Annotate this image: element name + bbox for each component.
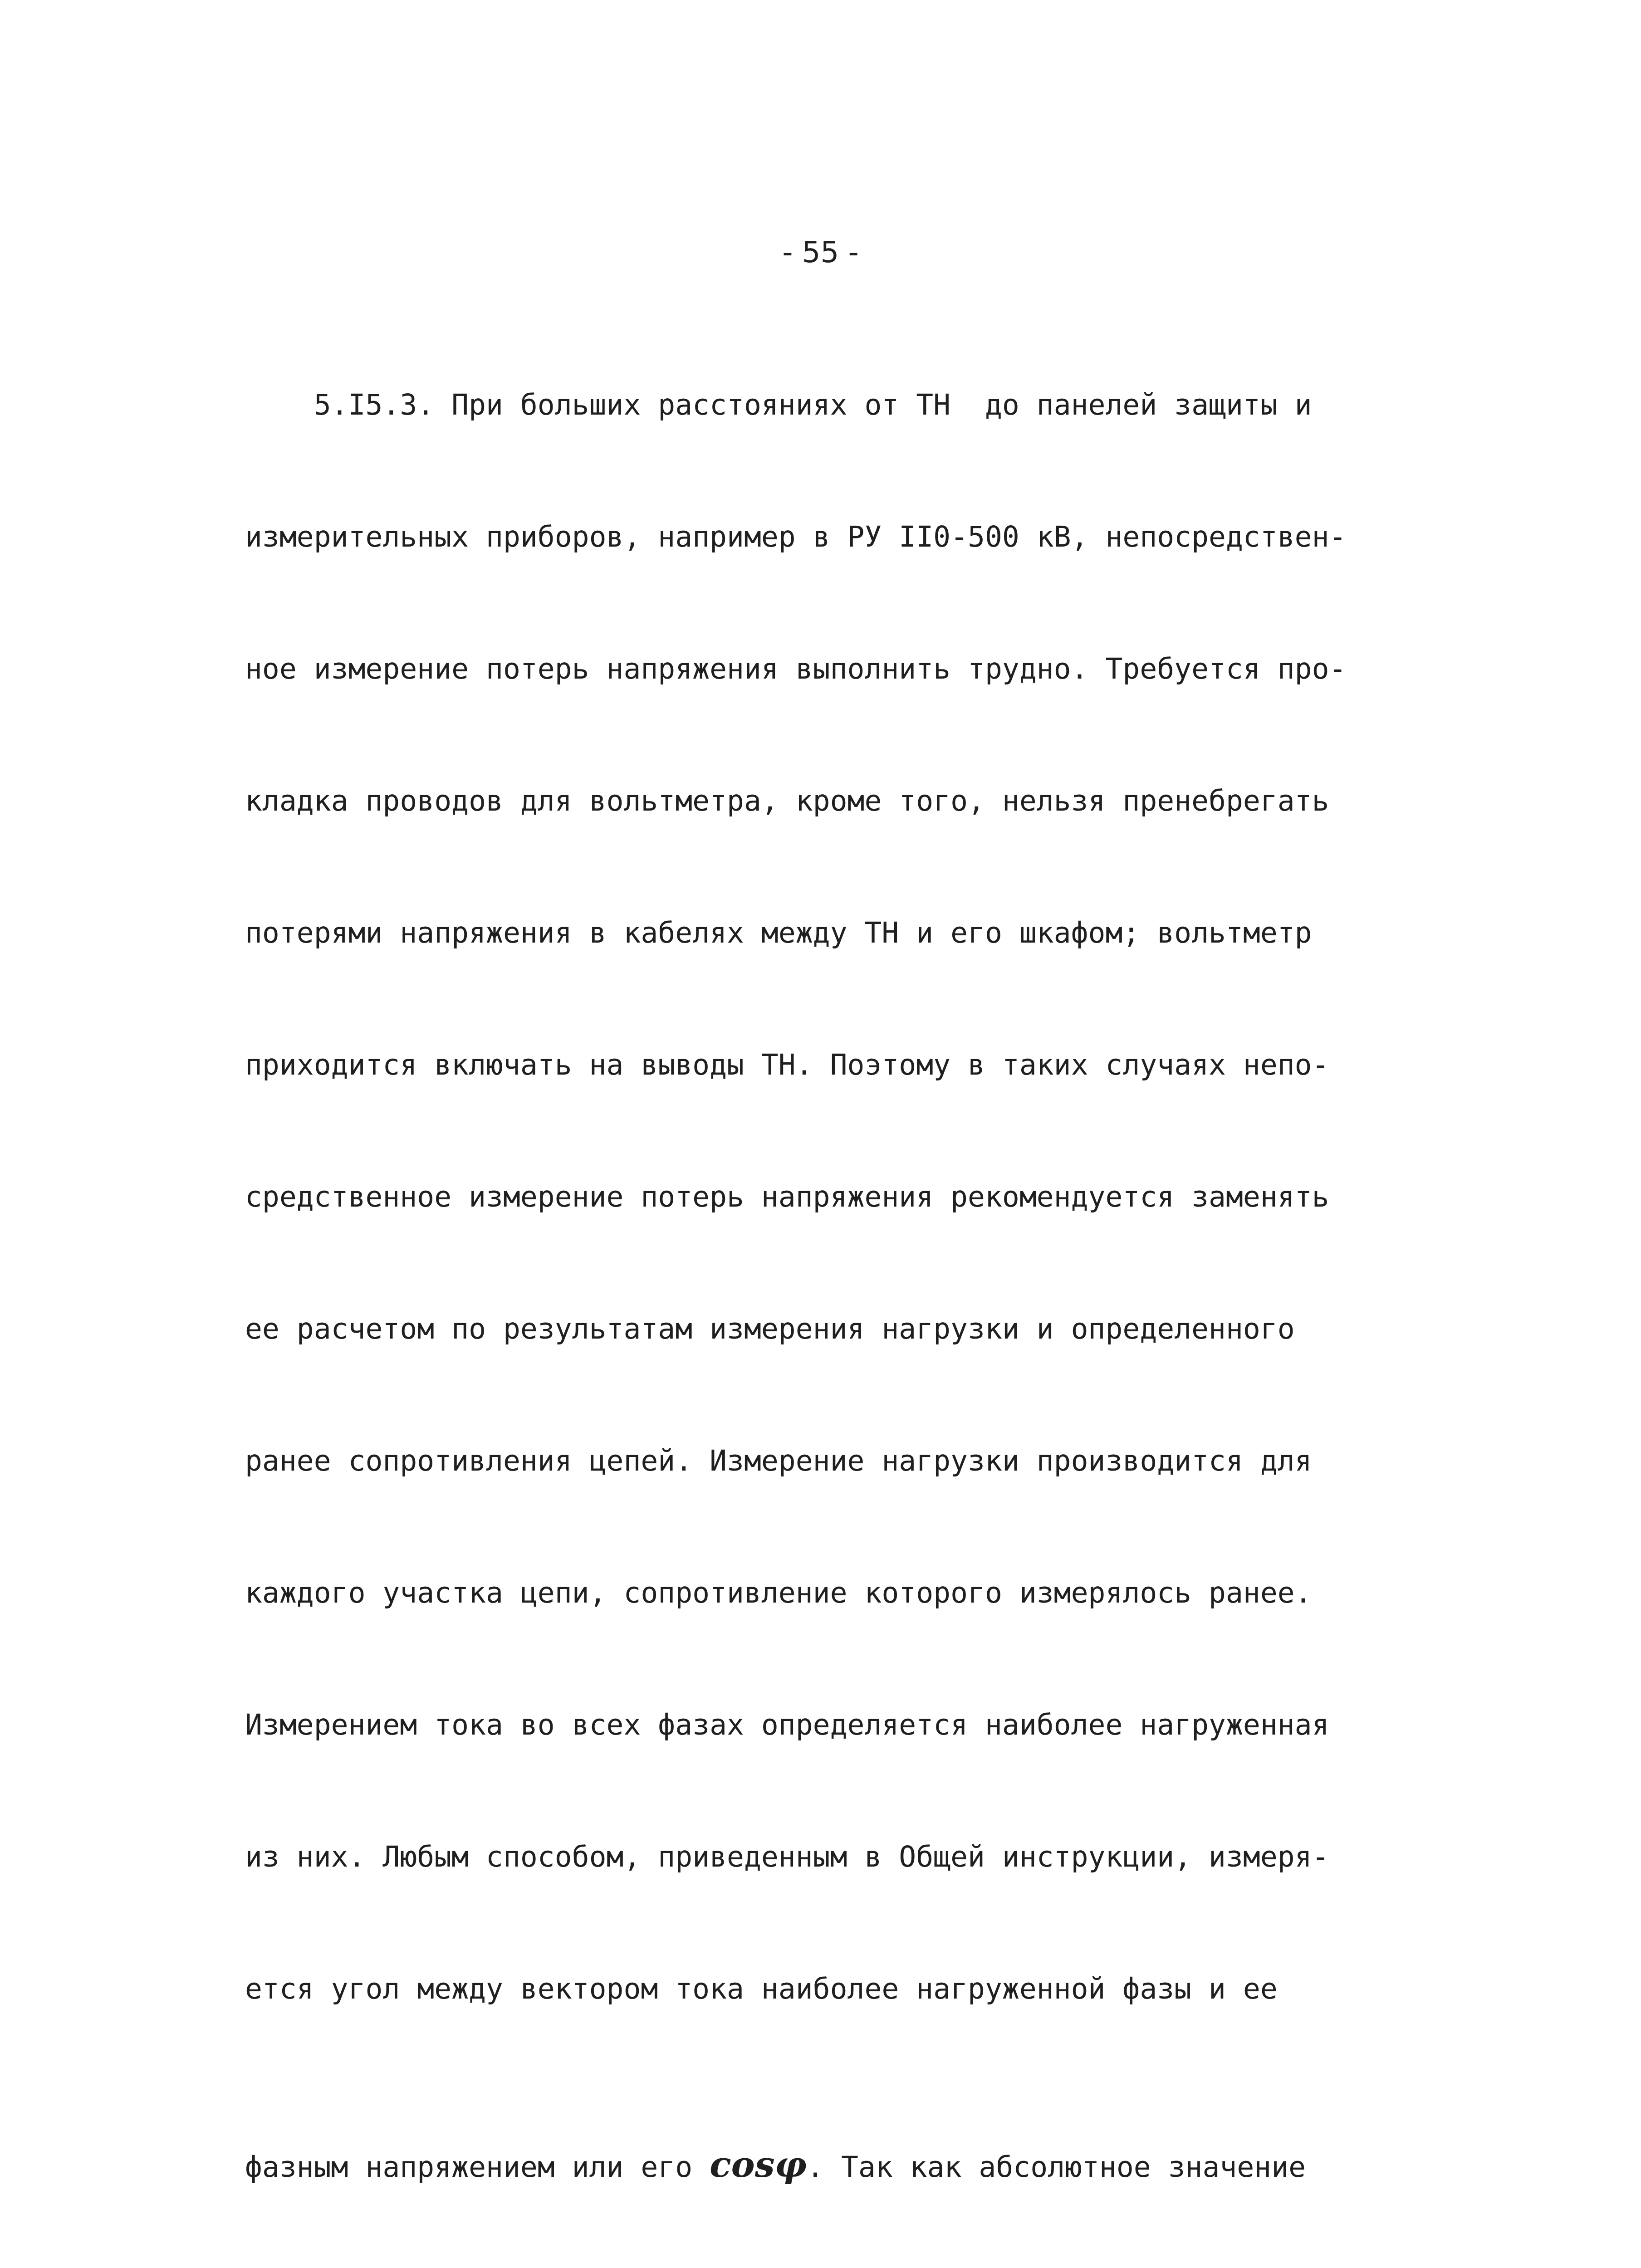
text-line <box>245 2143 1443 2187</box>
text-line: ется угол между вектором тока наиболее нагруженной фазы и ее <box>245 1972 1278 2005</box>
text-line: измерительных приборов, например в РУ II0-500 кВ, непосредствен- <box>245 520 1347 553</box>
text-line: Измерением тока во всех фазах определяется наиболее нагруженная <box>245 1708 1329 1741</box>
line-text: фазным напряжением или его <box>245 2151 710 2184</box>
text-line: ее расчетом по результатам измерения нагрузки и определенного <box>245 1312 1295 1345</box>
text-line: потерями напряжения в кабелях между ТН и его шкафом; вольтметр <box>245 916 1312 949</box>
text-line: 5.I5.3. При больших расстояниях от ТН до панелей защиты и <box>245 388 1312 421</box>
text-line: средственное измерение потерь напряжения рекомендуется заменять <box>245 1180 1329 1213</box>
page-body <box>245 295 1443 2268</box>
text-line: из них. Любым способом, приведенным в Общей инструкции, измеря- <box>245 1840 1329 1873</box>
text-line: ное измерение потерь напряжения выполнить трудно. Требуется про- <box>245 652 1347 685</box>
line-text: . Так как абсолютное значение <box>807 2151 1306 2184</box>
formula-cos-phi: cosφ <box>710 2144 807 2185</box>
page-number: - 55 - <box>782 236 859 269</box>
text-line: кладка проводов для вольтметра, кроме того, нельзя пренебрегать <box>245 784 1329 817</box>
text-line: приходится включать на выводы ТН. Поэтому в таких случаях непо- <box>245 1048 1329 1081</box>
text-line: ранее сопротивления цепей. Измерение нагрузки производится для <box>245 1444 1312 1477</box>
text-line: каждого участка цепи, сопротивление которого измерялось ранее. <box>245 1576 1312 1609</box>
